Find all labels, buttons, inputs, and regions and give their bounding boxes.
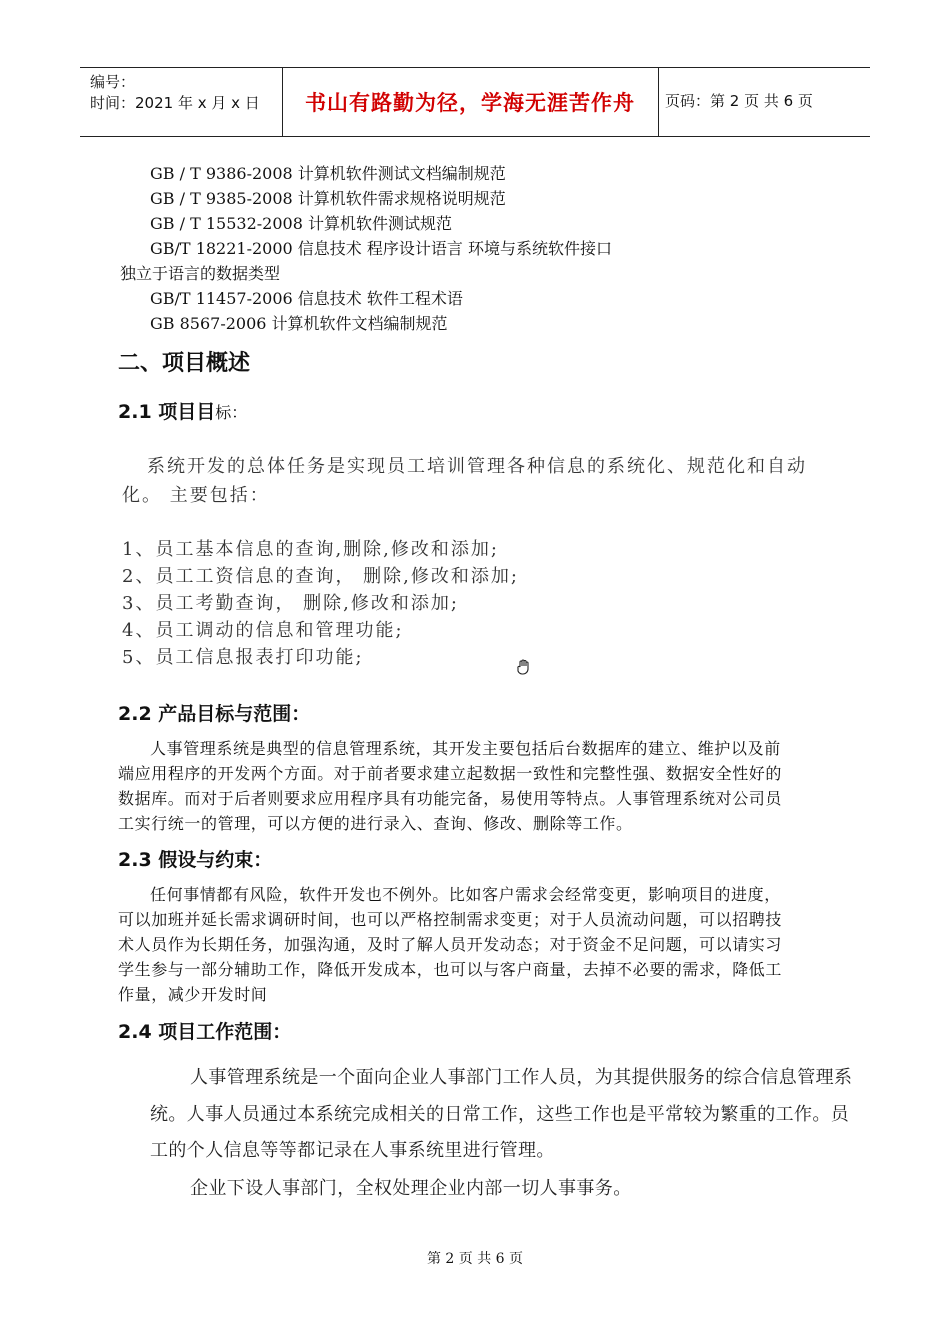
paragraph-line: 人事管理系统是典型的信息管理系统，其开发主要包括后台数据库的建立、维护以及前: [150, 739, 781, 758]
objective-item: 2、员工工资信息的查询， 删除,修改和添加;: [122, 566, 519, 587]
objective-intro: 化。 主要包括：: [122, 485, 270, 506]
objective-item: 5、员工信息报表打印功能;: [122, 647, 364, 668]
paragraph-line: 任何事情都有风险，软件开发也不例外。比如客户需求会经常变更，影响项目的进度，: [150, 885, 781, 904]
standard-item: GB/T 18221-2000 信息技术 程序设计语言 环境与系统软件接口: [150, 239, 612, 258]
doc-time-label: 时间：2021 年 x 月 x 日: [90, 94, 260, 112]
paragraph-line: 人事管理系统是一个面向企业人事部门工作人员，为其提供服务的综合信息管理系: [190, 1067, 853, 1088]
page-header: [80, 67, 870, 137]
standard-item: GB/T 11457-2006 信息技术 软件工程术语: [150, 289, 463, 308]
doc-number-label: 编号：: [90, 73, 136, 91]
standard-item: GB / T 15532-2008 计算机软件测试规范: [150, 214, 452, 233]
standard-item: GB / T 9385-2008 计算机软件需求规格说明规范: [150, 189, 506, 208]
paragraph-line: 端应用程序的开发两个方面。对于前者要求建立起数据一致性和完整性强、数据安全性好的: [118, 764, 783, 783]
paragraph-line: 术人员作为长期任务，加强沟通，及时了解人员开发动态；对于资金不足问题，可以请实习: [118, 935, 783, 954]
header-page-info: 页码：第 2 页 共 6 页: [665, 92, 813, 110]
paragraph-line: 数据库。而对于后者则要求应用程序具有功能完备，易使用等特点。人事管理系统对公司员: [118, 789, 783, 808]
paragraph-line: 工实行统一的管理，可以方便的进行录入、查询、修改、删除等工作。: [118, 814, 633, 833]
standard-item: GB / T 9386-2008 计算机软件测试文档编制规范: [150, 164, 506, 183]
paragraph-line: 统。人事人员通过本系统完成相关的日常工作，这些工作也是平常较为繁重的工作。员: [150, 1104, 850, 1125]
paragraph-line: 可以加班并延长需求调研时间，也可以严格控制需求变更；对于人员流动问题，可以招聘技: [118, 910, 783, 929]
subsection-title-2-2: 2.2 产品目标与范围：: [118, 703, 311, 725]
subsection-title-2-4: 2.4 项目工作范围：: [118, 1021, 292, 1043]
paragraph-line: 工的个人信息等等都记录在人事系统里进行管理。: [150, 1140, 555, 1161]
paragraph-line: 企业下设人事部门，全权处理企业内部一切人事事务。: [190, 1178, 632, 1199]
standard-item: 独立于语言的数据类型: [120, 264, 281, 283]
subsection-title-suffix: 标：: [215, 403, 248, 422]
header-divider: [658, 68, 659, 136]
objective-intro: 系统开发的总体任务是实现员工培训管理各种信息的系统化、规范化和自动: [147, 456, 807, 477]
header-meta: [90, 72, 260, 114]
standard-item: GB 8567-2006 计算机软件文档编制规范: [150, 314, 448, 333]
page-footer: 第 2 页 共 6 页: [426, 1251, 524, 1267]
objective-item: 4、员工调动的信息和管理功能;: [122, 620, 404, 641]
subsection-title-2-1: [118, 397, 247, 424]
subsection-title-bold: 2.1 项目目: [118, 401, 216, 423]
paragraph-line: 学生参与一部分辅助工作，降低开发成本，也可以与客户商量，去掉不必要的需求，降低工: [118, 960, 783, 979]
header-motto: 书山有路勤为径，学海无涯苦作舟: [305, 91, 635, 115]
subsection-title-2-3: 2.3 假设与约束：: [118, 849, 273, 871]
objective-item: 3、员工考勤查询， 删除,修改和添加;: [122, 593, 459, 614]
paragraph-line: 作量，减少开发时间: [118, 985, 268, 1004]
section-title: 二、项目概述: [118, 351, 251, 376]
hand-cursor-icon: [515, 657, 535, 677]
objective-item: 1、员工基本信息的查询,删除,修改和添加;: [122, 539, 499, 560]
